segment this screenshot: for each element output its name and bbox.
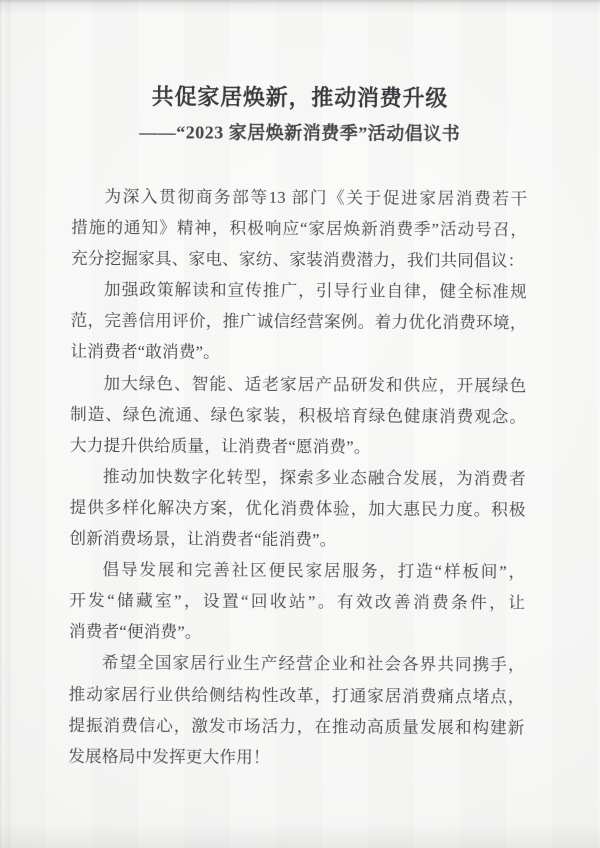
paragraph [69, 554, 526, 650]
text-line: 范，完善信用评价，推广诚信经营案例。着力优化消费环境， [70, 311, 527, 333]
text-line: 充分挖掘家具、家电、家纺、家装消费潜力，我们共同倡议： [70, 248, 525, 271]
text-line: 创新消费场景，让消费者“能消费”。 [69, 528, 337, 550]
text-line: 加大绿色、智能、适老家居产品研发和供应，开展绿色 [103, 373, 527, 395]
text-line: 推动家居行业供给侧结构性改革，打通家居消费痛点堵点， [68, 684, 525, 706]
text-line: 为深入贯彻商务部等13 部门《关于促进家居消费若干 [104, 186, 528, 209]
text-line: 制造、绿色流通、绿色家装，积极培育绿色健康消费观念。 [70, 404, 527, 426]
document-content [68, 83, 528, 774]
text-line: 消费者“便消费”。 [68, 622, 202, 642]
paragraph [70, 367, 527, 463]
text-line: 加强政策解读和宣传推广，引导行业自律，健全标准规 [103, 280, 527, 302]
text-line: 大力提升供给质量，让消费者“愿消费”。 [69, 435, 371, 457]
text-line: 措施的通知》精神，积极响应“家居焕新消费季”活动号召， [71, 217, 528, 240]
text-line: 提供多样化解决方案，优化消费体验，加大惠民力度。积极 [69, 497, 526, 520]
document-body [68, 181, 527, 774]
text-line: 推动加快数字化转型，探索多业态融合发展，为消费者 [102, 466, 526, 489]
paragraph [70, 274, 527, 370]
text-line: 让消费者“敢消费”。 [70, 342, 221, 363]
text-line: 倡导发展和完善社区便民家居服务，打造“样板间”， [102, 560, 526, 582]
paragraph [71, 181, 528, 277]
document-subtitle: ——“2023 家居焕新消费季”活动倡议书 [139, 122, 461, 144]
text-line: 发展格局中发挥更大作用！ [68, 746, 270, 767]
text-line: 希望全国家居行业生产经营企业和社会各界共同携手， [101, 653, 525, 675]
paragraph [68, 647, 525, 774]
text-line: 提振消费信心，激发市场活力，在推动高质量发展和构建新 [68, 715, 525, 737]
text-line: 开发“储藏室”，设置“回收站”。有效改善消费条件，让 [69, 590, 526, 613]
document-title: 共促家居焕新，推动消费升级 [151, 84, 449, 111]
paragraph [69, 461, 526, 557]
